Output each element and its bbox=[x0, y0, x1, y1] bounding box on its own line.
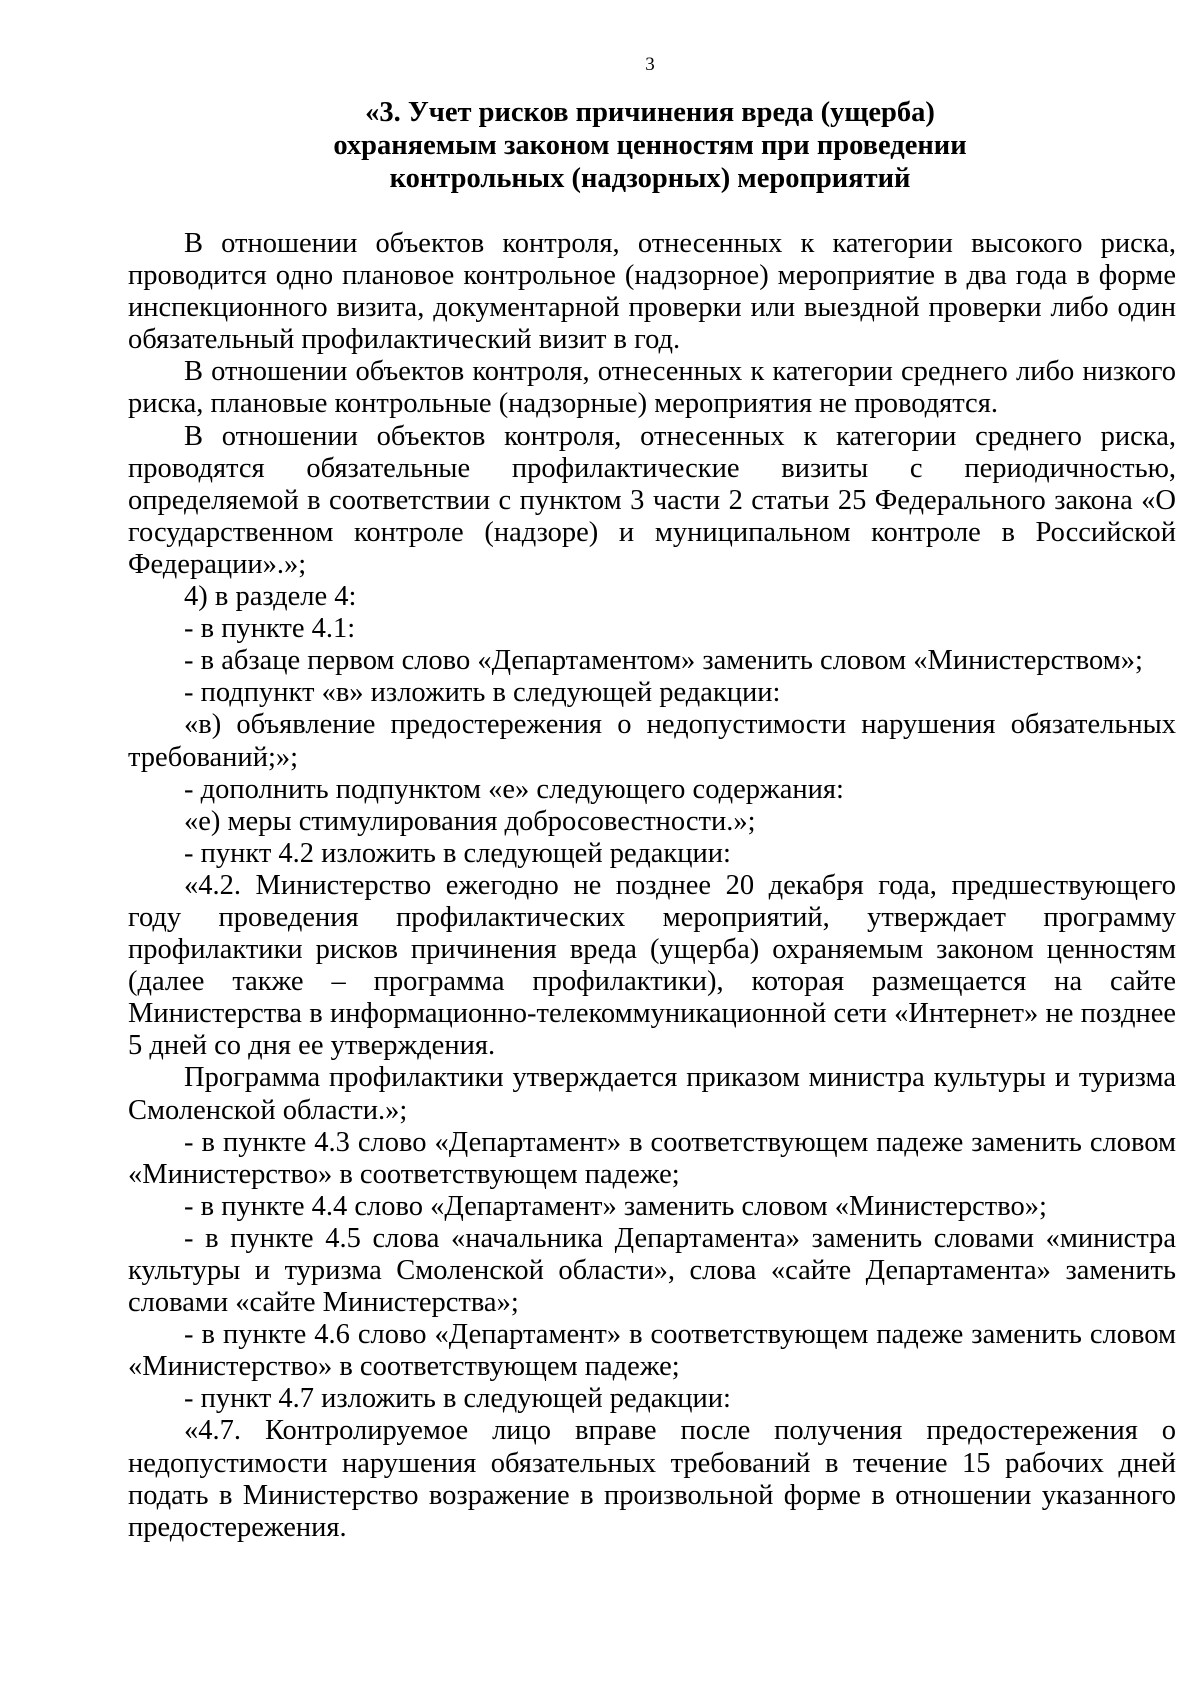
quote-subpoint-v: «в) объявление предостережения о недопустимости нарушения обязательных требований;»; bbox=[128, 709, 1176, 773]
list-item-point-4-1: - в пункте 4.1: bbox=[184, 613, 356, 645]
list-item-point-4-5: - в пункте 4.5 слова «начальника Департамента» заменить словами «министра культуры и туризма Смоленской области», слова «сайте Департамента» заменить словами «сайте Министерства»; bbox=[128, 1222, 1176, 1319]
heading-line-1: «3. Учет рисков причинения вреда (ущерба) bbox=[365, 97, 935, 128]
section-heading bbox=[320, 96, 980, 195]
list-item-first-paragraph: - в абзаце первом слово «Департаментом» заменить словом «Министерством»; bbox=[184, 645, 1143, 677]
paragraph-program-approval: Программа профилактики утверждается приказом министра культуры и туризма Смоленской области.»; bbox=[128, 1062, 1176, 1126]
list-item-subpoint-v: - подпункт «в» изложить в следующей редакции: bbox=[184, 677, 781, 709]
quote-point-4-7: «4.7. Контролируемое лицо вправе после получения предостережения о недопустимости нарушения обязательных требований в течение 15 рабочих дней подать в Министерство возражение в произвольной форме в отношении указанного предостережения. bbox=[128, 1415, 1176, 1543]
paragraph-medium-low-risk: В отношении объектов контроля, отнесенных к категории среднего либо низкого риска, плановые контрольные (надзорные) мероприятия не проводятся. bbox=[128, 356, 1176, 420]
list-item-point-4-2: - пункт 4.2 изложить в следующей редакции: bbox=[184, 837, 731, 869]
list-item-point-4-4: - в пункте 4.4 слово «Департамент» заменить словом «Министерство»; bbox=[184, 1190, 1047, 1222]
heading-line-3: контрольных (надзорных) мероприятий bbox=[389, 163, 911, 194]
quote-subpoint-e: «е) меры стимулирования добросовестности.»; bbox=[184, 805, 756, 837]
list-item-point-4-7: - пункт 4.7 изложить в следующей редакции: bbox=[184, 1383, 731, 1415]
list-item-point-4-3: - в пункте 4.3 слово «Департамент» в соответствующем падеже заменить словом «Министерство» в соответствующем падеже; bbox=[128, 1126, 1176, 1190]
document-body bbox=[128, 228, 1176, 1544]
heading-line-2: охраняемым законом ценностям при проведении bbox=[333, 130, 967, 161]
paragraph-high-risk: В отношении объектов контроля, отнесенных к категории высокого риска, проводится одно плановое контрольное (надзорное) мероприятие в два года в форме инспекционного визита, документарной проверки или выездной проверки либо один обязательный профилактический визит в год. bbox=[128, 228, 1176, 356]
list-item-add-subpoint-e: - дополнить подпунктом «е» следующего содержания: bbox=[184, 773, 844, 805]
quote-point-4-2: «4.2. Министерство ежегодно не позднее 20 декабря года, предшествующего году проведения профилактических мероприятий, утверждает программу профилактики рисков причинения вреда (ущерба) охраняемым законом ценностям (далее также – программа профилактики), которая размещается на сайте Министерства в информационно-телекоммуникационной сети «Интернет» не позднее 5 дней со дня ее утверждения. bbox=[128, 869, 1176, 1062]
list-item-point-4-6: - в пункте 4.6 слово «Департамент» в соответствующем падеже заменить словом «Министерство» в соответствующем падеже; bbox=[128, 1319, 1176, 1383]
paragraph-medium-risk: В отношении объектов контроля, отнесенных к категории среднего риска, проводятся обязательные профилактические визиты с периодичностью, определяемой в соответствии с пунктом 3 части 2 статьи 25 Федерального закона «О государственном контроле (надзоре) и муниципальном контроле в Российской Федерации».»; bbox=[128, 420, 1176, 580]
page-number: 3 bbox=[645, 54, 655, 75]
list-item-section-4: 4) в разделе 4: bbox=[184, 581, 357, 613]
